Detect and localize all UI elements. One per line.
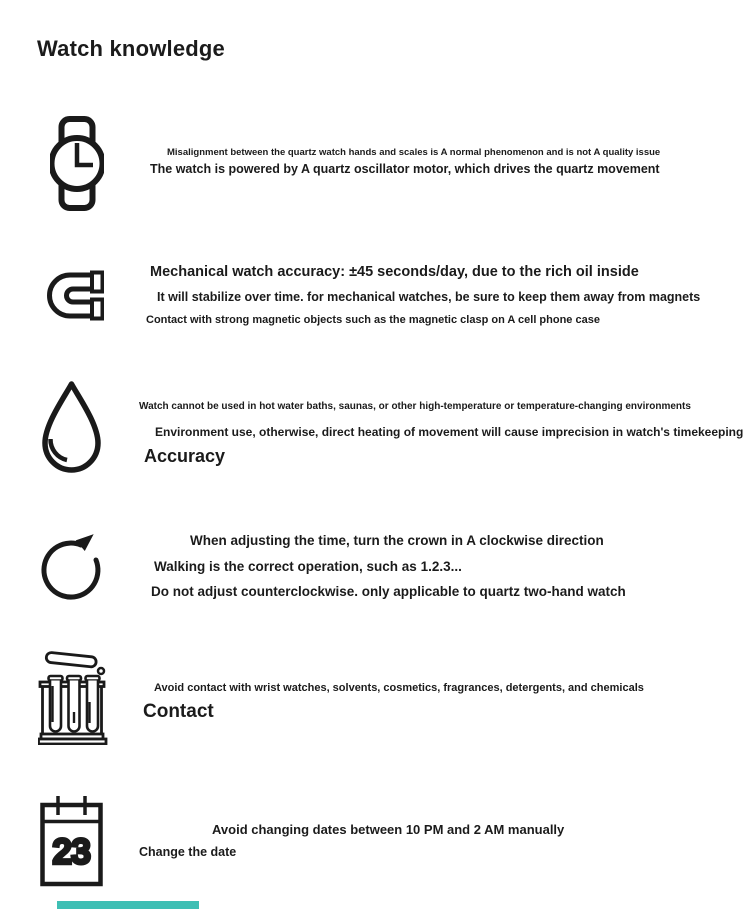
- text-line: Change the date: [139, 845, 237, 859]
- clockwise-arrow-icon: [40, 526, 105, 609]
- calendar-day-label: 23: [52, 833, 91, 871]
- text-line: It will stabilize over time. for mechanical watches, be sure to keep them away from magnets: [157, 290, 701, 304]
- section-heading: Contact: [143, 701, 214, 722]
- text-line: Do not adjust counterclockwise. only applicable to quartz two-hand watch: [151, 584, 626, 599]
- text-line: When adjusting the time, turn the crown in A clockwise direction: [190, 533, 604, 548]
- calendar-icon: [40, 794, 103, 887]
- text-line: Misalignment between the quartz watch hands and scales is A normal phenomenon and is not A quality issue: [167, 147, 661, 158]
- magnet-icon: [42, 267, 104, 324]
- text-line: Environment use, otherwise, direct heating of movement will cause imprecision in watch's timekeeping: [155, 425, 744, 439]
- water-drop-icon: [38, 379, 105, 479]
- text-line: Contact with strong magnetic objects such as the magnetic clasp on A cell phone case: [146, 314, 600, 326]
- text-line: Walking is the correct operation, such as 1.2.3...: [154, 559, 462, 574]
- section-heading: Accuracy: [144, 446, 226, 466]
- text-line: Mechanical watch accuracy: ±45 seconds/day, due to the rich oil inside: [150, 264, 639, 280]
- accent-bar: [57, 901, 199, 909]
- page-title: Watch knowledge: [37, 36, 225, 61]
- text-line: Avoid changing dates between 10 PM and 2 AM manually: [212, 822, 565, 837]
- wrist-watch-icon: [50, 116, 104, 211]
- test-tubes-icon: [38, 650, 109, 745]
- text-line: The watch is powered by A quartz oscillator motor, which drives the quartz movement: [150, 162, 660, 176]
- text-line: Watch cannot be used in hot water baths, saunas, or other high-temperature or temperature-changing environments: [139, 401, 691, 412]
- text-line: Avoid contact with wrist watches, solvents, cosmetics, fragrances, detergents, and chemicals: [154, 682, 644, 694]
